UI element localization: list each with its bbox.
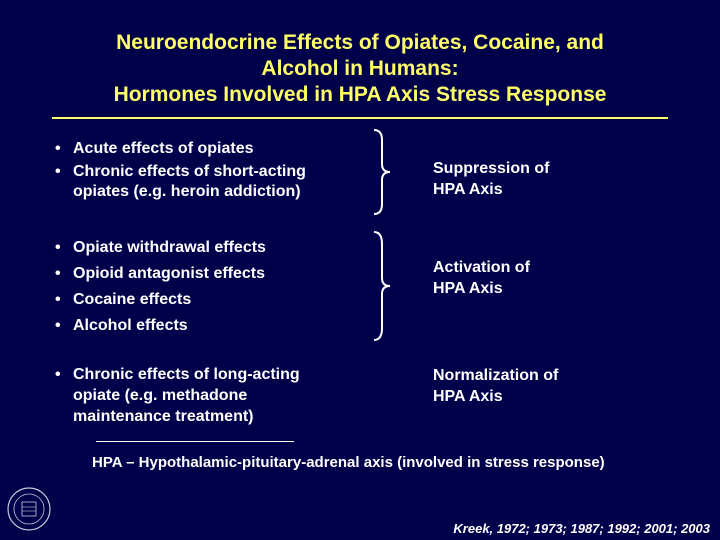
- bullet-continuation-text: opiate (e.g. methadone: [73, 387, 248, 404]
- result-line: Suppression of: [433, 160, 550, 177]
- title-underline: [52, 117, 668, 119]
- result-line: HPA Axis: [433, 388, 503, 405]
- title-line-3: Hormones Involved in HPA Axis Stress Response: [113, 83, 607, 106]
- right-brace-icon: [372, 230, 394, 342]
- bullet-item-continuation: [55, 406, 300, 427]
- bullet-continuation-text: opiates (e.g. heroin addiction): [73, 183, 301, 200]
- title-line-1: Neuroendocrine Effects of Opiates, Cocaine, and: [116, 31, 604, 54]
- result-line: Normalization of: [433, 367, 559, 384]
- result-suppression: [433, 158, 549, 200]
- bullet-continuation-text: maintenance treatment): [73, 408, 254, 425]
- bullet-item-continuation: [55, 385, 300, 406]
- bullet-item: • Chronic effects of short-acting: [55, 162, 306, 182]
- citation: Kreek, 1972; 1973; 1987; 1992; 2001; 2003: [453, 521, 710, 536]
- bullet-item: • Opiate withdrawal effects: [55, 235, 266, 261]
- bullet-item-continuation: [55, 182, 306, 202]
- bullet-item: • Opioid antagonist effects: [55, 261, 266, 287]
- bullet-item: • Chronic effects of long-acting: [55, 364, 300, 385]
- bullet-group-normalization: [55, 364, 300, 427]
- result-line: HPA Axis: [433, 181, 503, 198]
- title-line-2: Alcohol in Humans:: [261, 57, 459, 80]
- footnote-text: HPA – Hypothalamic-pituitary-adrenal axis (involved in stress response): [92, 454, 605, 471]
- result-line: Activation of: [433, 259, 530, 276]
- result-normalization: [433, 365, 558, 407]
- bullet-item: • Alcohol effects: [55, 313, 266, 339]
- result-line: HPA Axis: [433, 280, 503, 297]
- bullet-group-suppression: [55, 136, 306, 202]
- slide-title: [20, 30, 700, 108]
- university-seal-icon: [6, 486, 52, 532]
- result-activation: [433, 257, 530, 299]
- bullet-group-activation: [55, 235, 266, 339]
- bullet-item: • Cocaine effects: [55, 287, 266, 313]
- right-brace-icon: [372, 128, 394, 216]
- footnote-rule: [96, 441, 294, 442]
- bullet-item: • Acute effects of opiates: [55, 136, 306, 162]
